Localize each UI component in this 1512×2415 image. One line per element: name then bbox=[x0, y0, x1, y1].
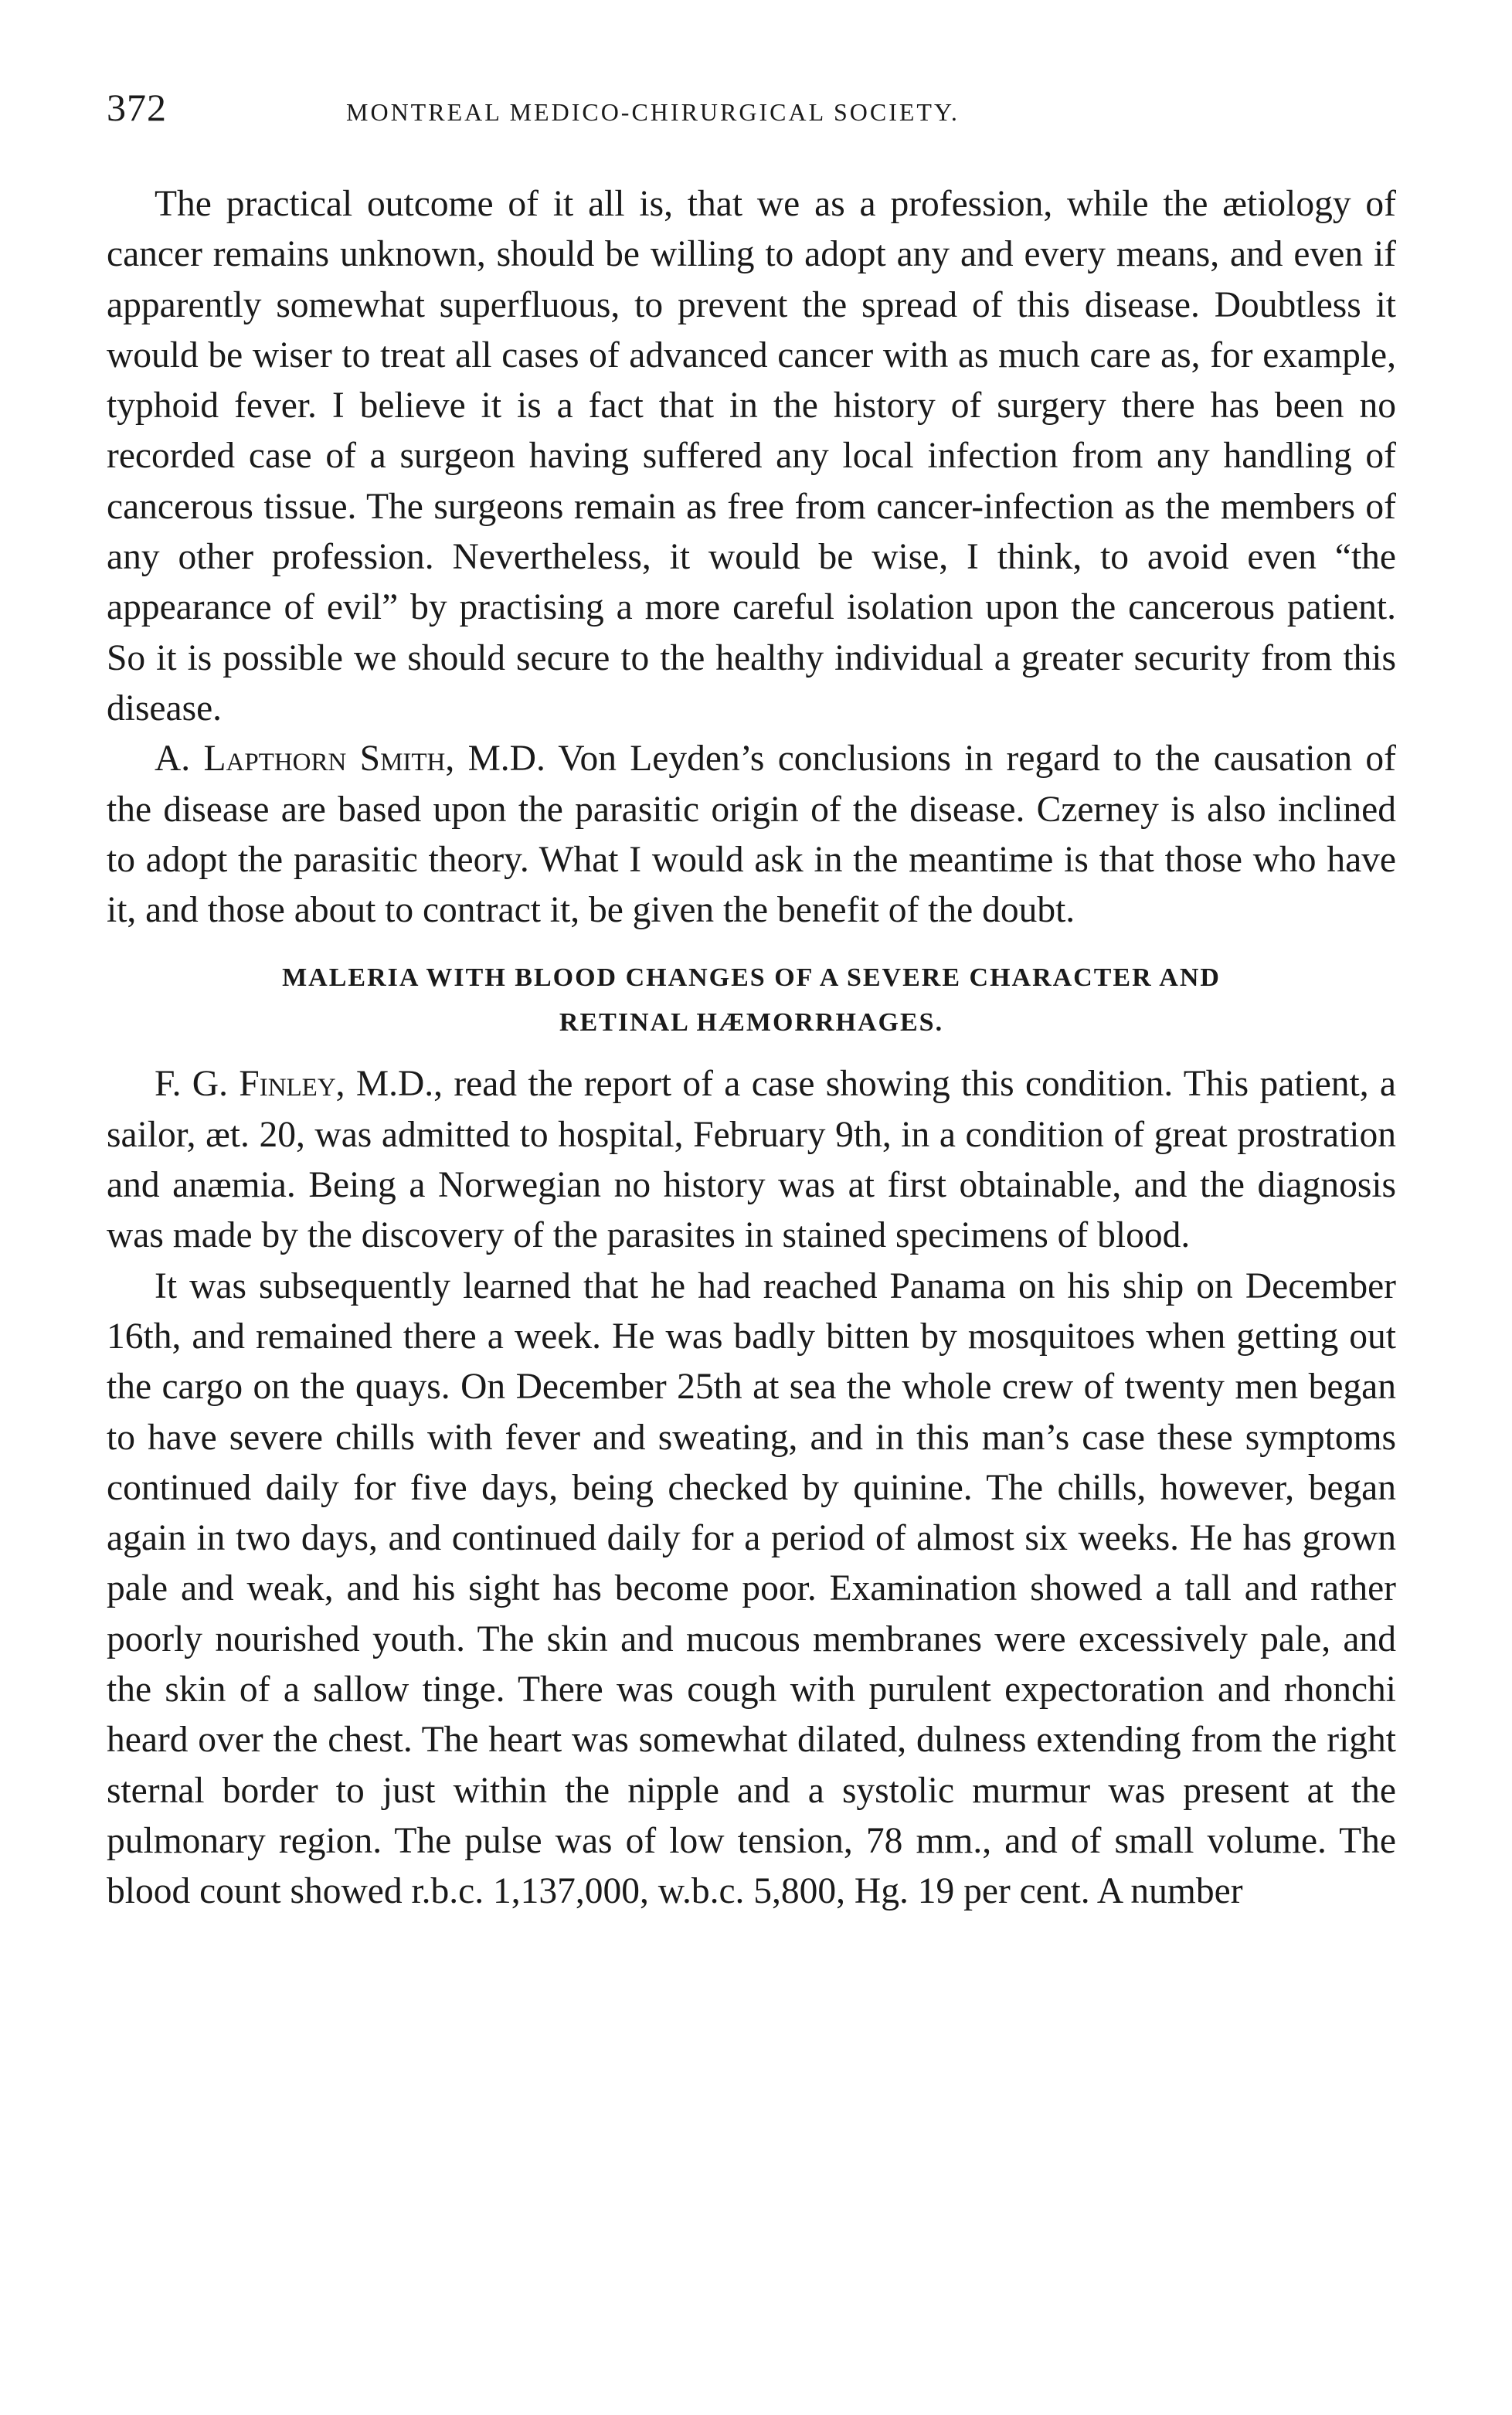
paragraph-finley bbox=[107, 1059, 1396, 1261]
section-heading-line-1: MALERIA WITH BLOOD CHANGES OF A SEVERE CHARACTER AND bbox=[282, 963, 1221, 993]
paragraph-text: read the report of a case showing this condition. This patient, a sailor, æt. 20, was admitted to hospital, February 9th, in a condition of great prostration and anæmia. Being a Norwegian no history was at first obtainable, and the diagnosis was made by the discovery of the parasites in stained specimens of blood. bbox=[107, 1064, 1396, 1256]
page-header bbox=[107, 85, 1396, 139]
section-heading-line-2: RETINAL HÆMORRHAGES. bbox=[559, 1008, 944, 1038]
paragraph-case-history: It was subsequently learned that he had reached Panama on his ship on December 16th, and remained there a week. He was badly bitten by mosquitoes when getting out the cargo on the quays. On December 25th at sea the whole crew of twenty men began to have severe chills with fever and sweating, and in this man’s case these symptoms continued daily for five days, being checked by quinine. The chills, however, began again in two days, and continued daily for a period of almost six weeks. He has grown pale and weak, and his sight has become poor. Examination showed a tall and rather poorly nourished youth. The skin and mucous membranes were excessively pale, and the skin of a sallow tinge. There was cough with purulent expectoration and rhonchi heard over the chest. The heart was somewhat dilated, dulness extending from the right sternal border to just within the nipple and a systolic murmur was present at the pulmonary region. The pulse was of low tension, 78 mm., and of small volume. The blood count showed r.b.c. 1,137,000, w.b.c. 5,800, Hg. 19 per cent. A number bbox=[107, 1265, 1396, 1912]
page-number: 372 bbox=[107, 86, 167, 129]
running-head: MONTREAL MEDICO-CHIRURGICAL SOCIETY. bbox=[346, 98, 960, 126]
speaker-name: F. G. Finley, M.D., bbox=[155, 1064, 443, 1105]
paragraph-cancer-outcome: The practical outcome of it all is, that we as a profession, while the ætiology of cancer remains unknown, should be willing to adopt any and every means, and even if apparently somewhat superfluous, to prevent the spread of this disease. Doubtless it would be wiser to treat all cases of advanced cancer with as much care as, for example, typhoid fever. I believe it is a fact that in the history of surgery there has been no recorded case of a surgeon having suffered any local infection from any handling of cancerous tissue. The surgeons remain as free from cancer-infection as the members of any other profession. Nevertheless, it would be wise, I think, to avoid even “the appearance of evil” by practising a more careful isolation upon the cancerous patient. So it is possible we should secure to the healthy individual a greater security from this disease. bbox=[107, 184, 1396, 729]
paragraph-text: Von Leyden’s conclusions in regard to the causation of the disease are based upon the parasitic origin of the disease. Czerney is also inclined to adopt the parasitic theory. What I would ask in the meantime is that those who have it, and those about to contract it, be given the benefit of the doubt. bbox=[107, 739, 1396, 931]
paragraph-lapthorn-smith bbox=[107, 734, 1396, 936]
section-heading bbox=[138, 956, 1365, 1045]
speaker-name: A. Lapthorn Smith, M.D. bbox=[155, 739, 545, 780]
